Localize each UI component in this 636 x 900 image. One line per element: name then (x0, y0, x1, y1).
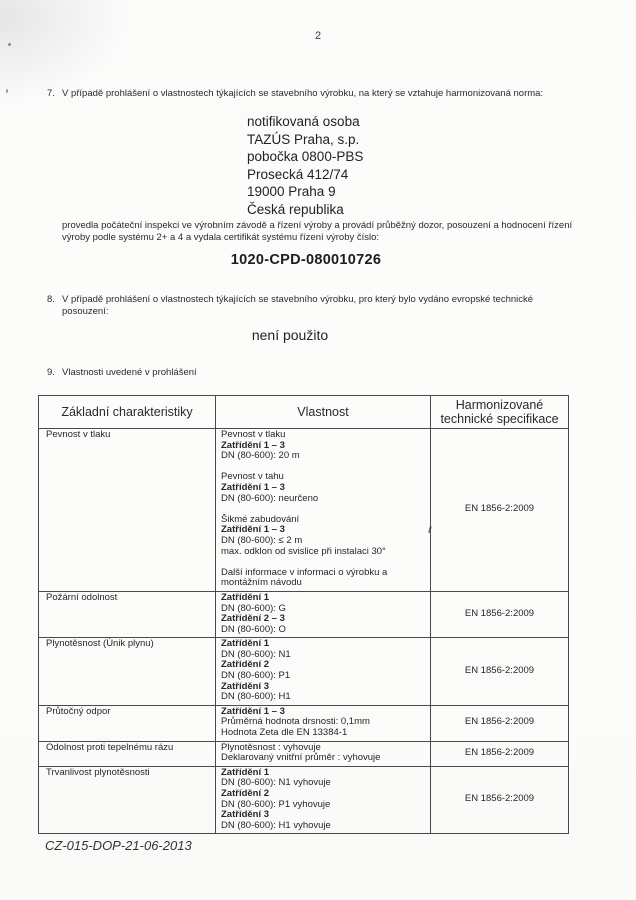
document-code: CZ-015-DOP-21-06-2013 (45, 838, 192, 853)
property-line: DN (80-600): neurčeno (221, 492, 319, 504)
characteristic-cell: Plynotěsnost (Únik plynu) (39, 638, 216, 706)
property-line: max. odklon od svislice při instalaci 30° (221, 545, 386, 557)
property-line: Plynotěsnost : vyhovuje (221, 741, 321, 753)
property-line: Šikmé zabudování (221, 513, 300, 525)
not-used-value: není použito (251, 327, 329, 343)
property-line: Zatřídění 1 – 3 (221, 439, 285, 451)
property-line: DN (80-600): P1 (221, 670, 291, 682)
notified-body-line: 19000 Praha 9 (247, 184, 336, 199)
item-8 (47, 294, 565, 318)
notified-body-line: Česká republika (247, 201, 344, 217)
specification-cell: EN 1856-2:2009 (431, 638, 569, 706)
property-cell (216, 591, 431, 637)
notified-body-line: pobočka 0800-PBS (247, 149, 364, 164)
table-row (39, 741, 569, 766)
property-line: DN (80-600): H1 vyhovuje (221, 819, 331, 831)
item-7-number: 7. (47, 88, 55, 99)
header-property: Vlastnost (216, 396, 431, 429)
property-cell (216, 741, 431, 766)
table-row (39, 766, 569, 834)
property-cell (216, 638, 431, 706)
header-basic-characteristics: Základní charakteristiky (39, 396, 216, 429)
notified-body-line: notifikovaná osoba (247, 114, 360, 129)
characteristic-cell: Pevnost v tlaku (39, 429, 216, 592)
table-row (39, 429, 569, 592)
properties-table (38, 395, 569, 834)
page-number: 2 (314, 30, 322, 42)
specification-cell: EN 1856-2:2009 (431, 705, 569, 741)
item-7-text: V případě prohlášení o vlastnostech týkajících se stavebního výrobku, na který se vztahuje harmonizovaná norma: (62, 88, 544, 99)
scan-artifact (6, 89, 8, 93)
property-line: DN (80-600): O (221, 623, 286, 635)
item-9-number: 9. (47, 367, 55, 378)
characteristic-cell: Průtočný odpor (39, 705, 216, 741)
table-header-row (39, 396, 569, 429)
item-8-text: V případě prohlášení o vlastnostech týkajících se stavebního výrobku, pro který bylo vydáno evropské technické posouzení: (62, 294, 534, 317)
property-line: DN (80-600): P1 vyhovuje (221, 798, 331, 810)
inspection-paragraph: provedla počáteční inspekci ve výrobním závodě a řízení výroby a provádí průběžný dozor, posouzení a hodnocení řízení výroby podle systému 2+ a 4 a vydala certifikát systému řízení výroby číslo: (62, 220, 573, 243)
property-line: Pevnost v tahu (221, 471, 284, 483)
notified-body-block (247, 113, 363, 218)
property-line: Zatřídění 2 (221, 788, 270, 799)
scan-artifact (8, 43, 11, 46)
property-line: Zatřídění 3 (221, 680, 270, 692)
properties-table-body (39, 429, 569, 834)
property-line: Deklarovaný vnitřní průměr : vyhovuje (221, 752, 381, 764)
characteristic-cell: Trvanlivost plynotěsnosti (39, 766, 216, 834)
certificate-number: 1020-CPD-080010726 (230, 252, 382, 268)
property-line: Zatřídění 1 (221, 591, 270, 603)
property-line: Zatřídění 1 (221, 766, 270, 778)
item-7 (47, 88, 597, 100)
property-line: Zatřídění 1 – 3 (221, 524, 285, 536)
header-harmonized-spec: Harmonizované technické specifikace (431, 396, 569, 429)
item-9 (47, 367, 597, 379)
property-line: Pevnost v tlaku (221, 429, 286, 440)
specification-cell: EN 1856-2:2009 (431, 766, 569, 834)
property-line: DN (80-600): G (221, 602, 286, 614)
table-row (39, 591, 569, 637)
property-line: Zatřídění 1 (221, 638, 270, 650)
property-line: Zatřídění 1 – 3 (221, 705, 285, 717)
property-cell (216, 766, 431, 834)
item-8-number: 8. (47, 294, 55, 305)
property-line: Průměrná hodnota drsnosti: 0,1mm (221, 716, 370, 728)
property-line: Hodnota Zeta dle EN 13384-1 (221, 727, 348, 739)
property-line: Další informace v informaci o výrobku a montážním návodu (221, 566, 388, 589)
specification-cell: EN 1856-2:2009 (431, 429, 569, 592)
property-line: DN (80-600): N1 (221, 648, 291, 660)
item-9-text: Vlastnosti uvedené v prohlášení (62, 367, 197, 378)
specification-cell: EN 1856-2:2009 (431, 741, 569, 766)
property-line: Zatřídění 2 (221, 659, 270, 671)
property-line: DN (80-600): H1 (221, 691, 291, 703)
property-line: DN (80-600): N1 vyhovuje (221, 777, 331, 789)
notified-body-line: TAZÚS Praha, s.p. (247, 131, 360, 147)
property-line: DN (80-600): ≤ 2 m (221, 534, 303, 546)
property-line: Zatřídění 3 (221, 809, 270, 821)
specification-cell: EN 1856-2:2009 (431, 591, 569, 637)
property-line: Zatřídění 2 – 3 (221, 613, 285, 625)
property-line: Zatřídění 1 – 3 (221, 481, 285, 493)
characteristic-cell: Odolnost proti tepelnému rázu (39, 741, 216, 766)
table-row (39, 638, 569, 706)
table-row (39, 705, 569, 741)
property-cell (216, 705, 431, 741)
property-line: DN (80-600): 20 m (221, 450, 300, 462)
property-cell (216, 429, 431, 592)
characteristic-cell: Požární odolnost (39, 591, 216, 637)
notified-body-line: Prosecká 412/74 (247, 166, 349, 182)
